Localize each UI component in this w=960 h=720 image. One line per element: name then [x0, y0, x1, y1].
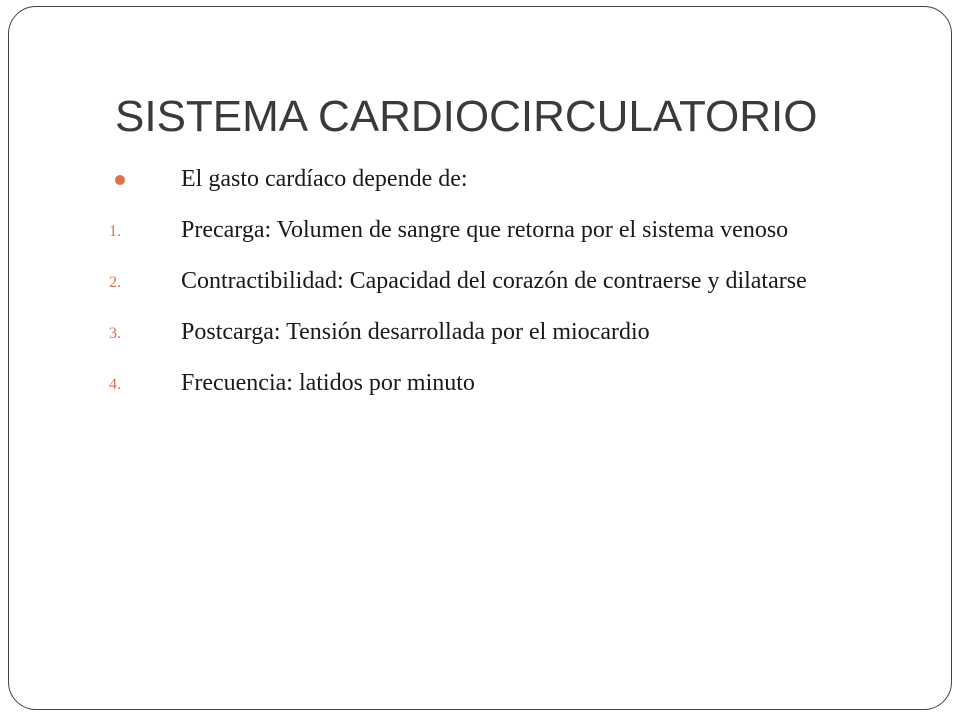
- intro-bullet: [109, 165, 869, 194]
- list-item: [109, 318, 869, 347]
- slide-content: [109, 165, 869, 420]
- list-item-text: Postcarga: Tensión desarrollada por el miocardio: [181, 319, 650, 345]
- slide-frame: [8, 6, 952, 710]
- list-item: [109, 216, 869, 245]
- list-number: 2.: [109, 274, 121, 291]
- list-item-text: Precarga: Volumen de sangre que retorna por el sistema venoso: [181, 217, 789, 243]
- list-item: [109, 267, 869, 296]
- list-item-text: Frecuencia: latidos por minuto: [181, 370, 475, 396]
- list-number: 1.: [109, 223, 121, 240]
- slide-title: SISTEMA CARDIOCIRCULATORIO: [115, 92, 818, 141]
- list-item-text: Contractibilidad: Capacidad del corazón de contraerse y dilatarse: [181, 268, 807, 294]
- list-number: 3.: [109, 325, 121, 342]
- list-item: [109, 369, 869, 398]
- intro-text: El gasto cardíaco depende de:: [181, 166, 468, 192]
- list-number: 4.: [109, 376, 121, 393]
- bullet-dot-icon: [115, 175, 125, 185]
